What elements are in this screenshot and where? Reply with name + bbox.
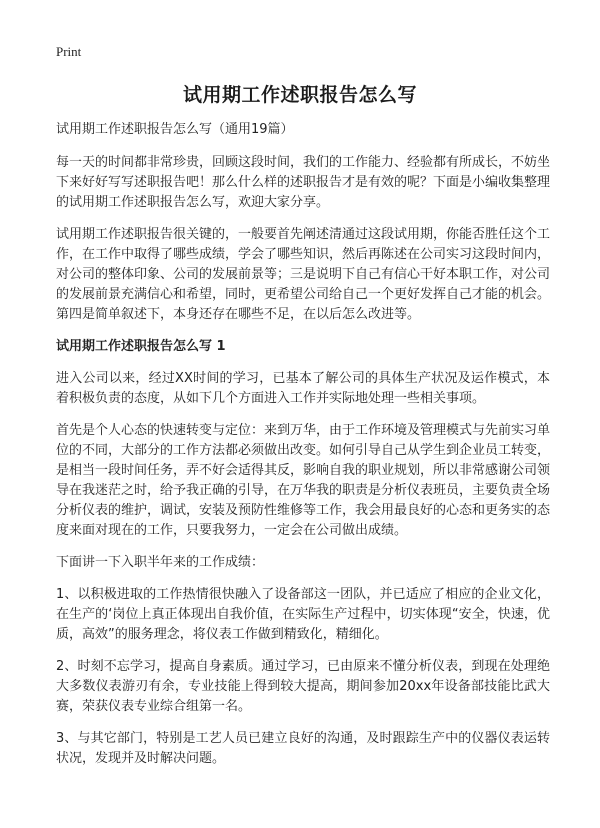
page-title: 试用期工作述职报告怎么写 (182, 84, 417, 106)
section-paragraph: 3、与其它部门，特别是工艺人员已建立良好的沟通，及时跟踪生产中的仪器仪表运转状况，发现并及时解决问题。 (56, 731, 550, 766)
print-link[interactable]: Print (56, 44, 82, 59)
section-paragraph: 进入公司以来，经过XX时间的学习，已基本了解公司的具体生产状况及运作模式，本着积极负责的态度，从如下几个方面进入工作并实际地处理一些相关事项。 (56, 371, 550, 406)
section-paragraph: 下面讲一下入职半年来的工作成绩： (56, 555, 265, 570)
intro-paragraph: 每一天的时间都非常珍贵，回顾这段时间，我们的工作能力、经验都有所成长，不妨坐下来好好写写述职报告吧！那么什么样的述职报告才是有效的呢？下面是小编收集整理的试用期工作述职报告怎么写，欢迎大家分享。 (56, 155, 551, 210)
intro-paragraph: 试用期工作述职报告很关键的，一般要首先阐述清通过这段试用期，你能否胜任这个工作，在工作中取得了哪些成绩，学会了哪些知识，然后再陈述在公司实习这段时间内，对公司的整体印象、公司的发展前景等；三是说明下自己有信心干好本职工作，对公司的发展前景充满信心和希望，同时，更希望公司给自己一个更好发挥自己才能的机会。第四是简单叙述下，本身还存在哪些不足，在以后怎么改进等。 (56, 227, 551, 322)
section-paragraph: 1、以积极进取的工作热情很快融入了设备部这一团队，并已适应了相应的企业文化，在生产的‘岗位上真正体现出自我价值，在实际生产过程中，切实体现“安全，快速，优质，高效”的服务理念，将仪表工作做到精致化，精细化。 (56, 587, 550, 642)
article-body (56, 120, 550, 781)
section-paragraph: 首先是个人心态的快速转变与定位：来到万华，由于工作环境及管理模式与先前实习单位的不同，大部分的工作方法都必须做出改变。如何引导自己从学生到企业员工转变，是相当一段时间任务，弄不好会适得其反，影响自我的职业规划，所以非常感谢公司领导在我迷茫之时，给予我正确的引导，在万华我的职责是分析仪表班员，主要负责全场分析仪表的维护，调试，安装及预防性维修等工作，我会用最良好的心态和更务实的态度来面对现在的工作，只要我努力，一定会在公司做出成绩。 (56, 423, 551, 538)
section-heading: 试用期工作述职报告怎么写 1 (56, 339, 226, 354)
article-subtitle: 试用期工作述职报告怎么写（通用19篇） (56, 122, 294, 137)
section-paragraph: 2、时刻不忘学习，提高自身素质。通过学习，已由原来不懂分析仪表，到现在处理绝大多数仪表游刃有余，专业技能上得到较大提高，期间参加20xx年设备部技能比武大赛，荣获仪表专业综合组第一名。 (56, 659, 550, 714)
